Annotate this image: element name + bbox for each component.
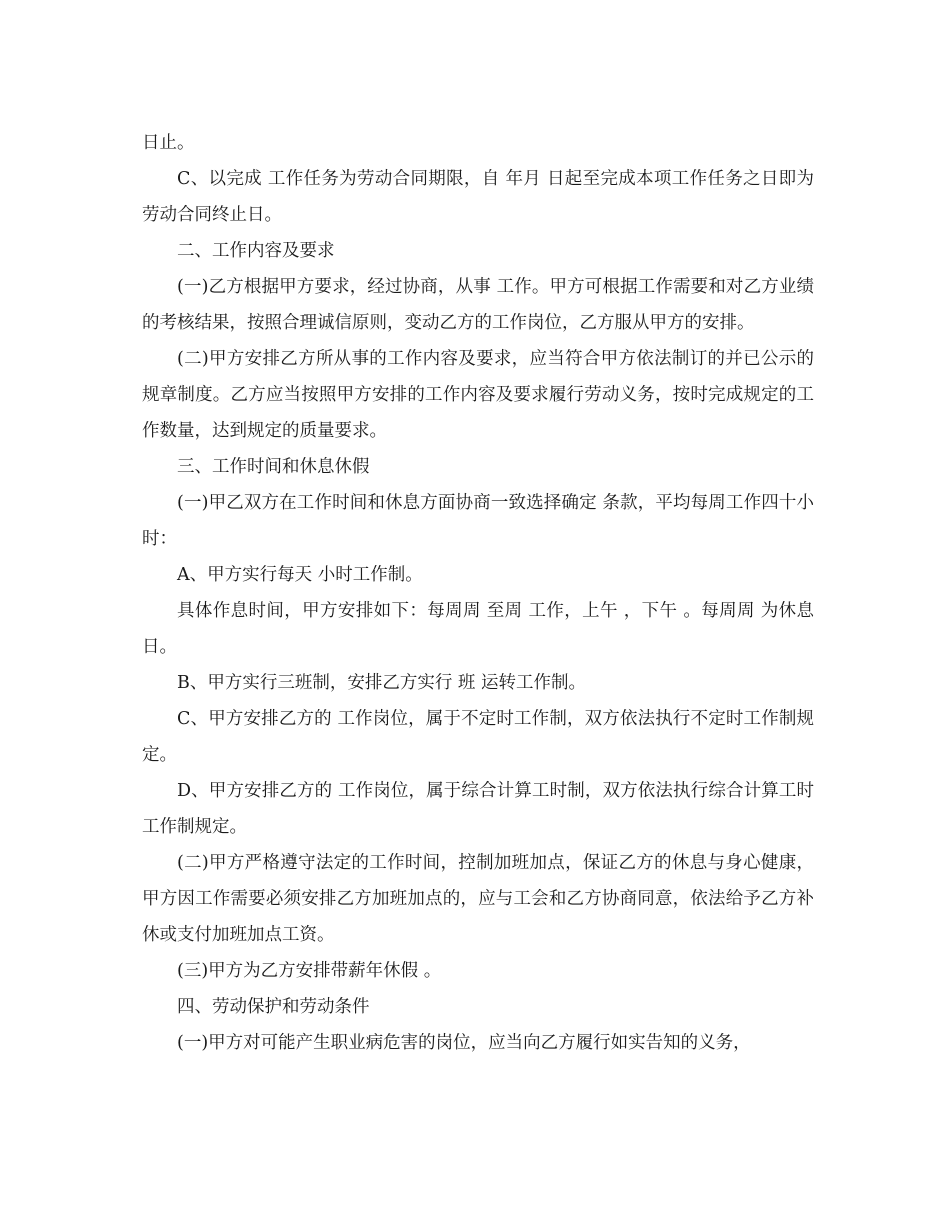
section-heading-labor-protection: 四、劳动保护和劳动条件 [177,997,370,1017]
section-heading-work-hours: 三、工作时间和休息休假 [177,457,370,477]
paragraph-14: (三)甲方为乙方安排带薪年休假 。 [177,961,442,981]
paragraph-1: 日止。 [142,133,195,153]
paragraph-9: 具体作息时间，甲方安排如下：每周周 至周 工作，上午 ，下午 。每周周 为休息日。 [142,601,814,657]
paragraph-11: C、甲方安排乙方的 工作岗位，属于不定时工作制，双方依法执行不定时工作制规定。 [142,709,814,765]
paragraph-13: (二)甲方严格遵守法定的工作时间，控制加班加点，保证乙方的休息与身心健康，甲方因工作需要必须安排乙方加班加点的，应与工会和乙方协商同意，依法给予乙方补休或支付加班加点工资。 [142,853,814,945]
paragraph-4: (一)乙方根据甲方要求，经过协商，从事 工作。甲方可根据工作需要和对乙方业绩的考核结果，按照合理诚信原则，变动乙方的工作岗位，乙方服从甲方的安排。 [142,277,814,333]
paragraph-10: B、甲方实行三班制，安排乙方实行 班 运转工作制。 [177,673,586,693]
paragraph-5: (二)甲方安排乙方所从事的工作内容及要求，应当符合甲方依法制订的并已公示的规章制度。乙方应当按照甲方安排的工作内容及要求履行劳动义务，按时完成规定的工作数量，达到规定的质量要求。 [142,349,814,441]
paragraph-2: C、以完成 工作任务为劳动合同期限，自 年月 日起至完成本项工作任务之日即为劳动合同终止日。 [142,169,814,225]
paragraph-8: A、甲方实行每天 小时工作制。 [177,565,423,585]
document-body [142,125,814,1061]
paragraph-7: (一)甲乙双方在工作时间和休息方面协商一致选择确定 条款，平均每周工作四十小时： [142,493,814,549]
paragraph-12: D、甲方安排乙方的 工作岗位，属于综合计算工时制，双方依法执行综合计算工时工作制规定。 [142,781,814,837]
paragraph-16: (一)甲方对可能产生职业病危害的岗位，应当向乙方履行如实告知的义务， [177,1033,751,1053]
section-heading-work-content: 二、工作内容及要求 [177,241,335,261]
